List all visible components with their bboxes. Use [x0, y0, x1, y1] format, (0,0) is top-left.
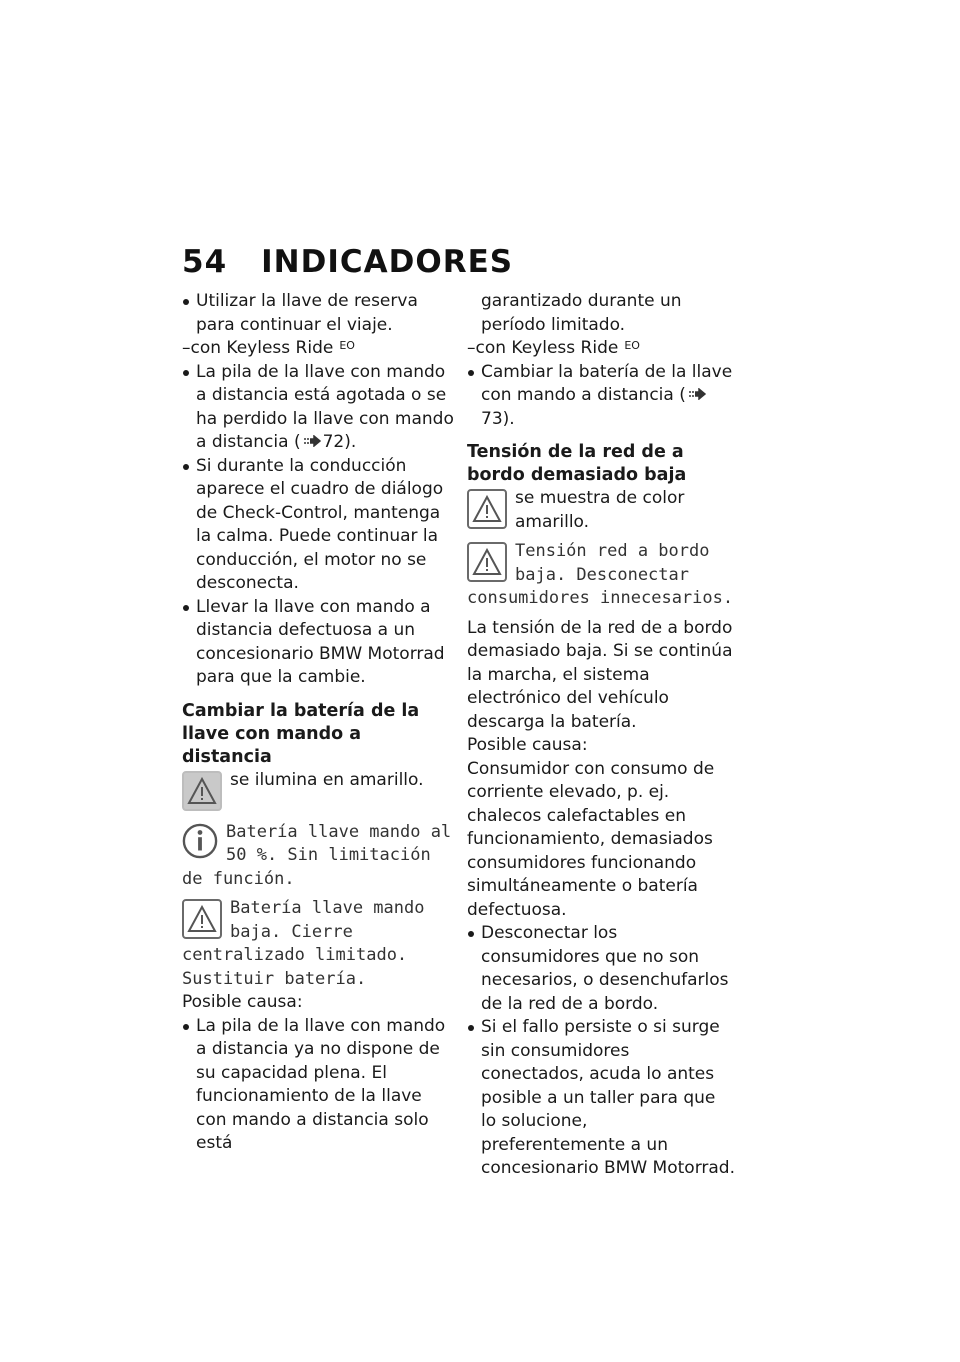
condition-text: con Keyless Ride [475, 338, 619, 358]
arrow-right-icon [303, 435, 321, 447]
warning-triangle-icon [182, 899, 222, 939]
condition-code: EO [339, 339, 355, 352]
list-item [467, 361, 735, 432]
list-item: Desconectar los consumidores que no son necesarios, o desenchufarlos de la red de a bordo. [467, 922, 735, 1016]
page-number: 54 [182, 244, 228, 280]
condition-line: –con Keyless Ride $^{EO}$ [182, 338, 355, 358]
list-item [182, 361, 454, 455]
list-item-text: Cambiar la batería de la llave con mando a distancia ( [481, 361, 733, 405]
section-heading: Tensión de la red de a bordo demasiado baja [467, 442, 687, 485]
warning-triangle-icon [467, 542, 507, 582]
cause-label: Posible causa: [182, 992, 303, 1012]
paragraph: La tensión de la red de a bordo demasiado baja. Si se continúa la marcha, el sistema electrónico del vehículo descarga la batería. [467, 617, 733, 732]
section-heading: Cambiar la batería de la llave con mando a distancia [182, 700, 420, 767]
page-header [182, 244, 513, 280]
left-column [182, 290, 454, 1156]
display-message-text: Batería llave mando al 50 %. Sin limitación de función. [182, 821, 452, 889]
list-item: La pila de la llave con mando a distancia ya no dispone de su capacidad plena. El funcionamiento de la llave con mando a distancia solo está [182, 1015, 454, 1156]
list-item: Llevar la llave con mando a distancia defectuosa a un concesionario BMW Motorrad para que la cambie. [182, 596, 454, 690]
continued-text: garantizado durante un período limitado. [481, 291, 682, 335]
display-message-text: Tensión red a bordo baja. Desconectar consumidores innecesarios. [467, 541, 734, 608]
cross-reference: 73). [481, 408, 515, 429]
list-item: Utilizar la llave de reserva para continuar el viaje. [182, 290, 454, 337]
cause-label: Posible causa: [467, 735, 588, 755]
paragraph: Consumidor con consumo de corriente elevado, p. ej. chalecos calefactables en funcionamiento, demasiados consumidores funcionando simultáneamente o batería defectuosa. [467, 758, 715, 920]
info-icon [182, 823, 218, 859]
display-message-text: Batería llave mando baja. Cierre centralizado limitado. Sustituir batería. [182, 898, 425, 989]
indicator-row [467, 487, 735, 534]
cross-reference: 72). [322, 432, 357, 452]
condition-line: –con Keyless Ride $^{EO}$ [467, 338, 640, 358]
condition-code: EO [624, 339, 640, 352]
warning-triangle-icon [182, 771, 222, 811]
indicator-row [182, 769, 454, 813]
page-title: INDICADORES [261, 244, 514, 280]
display-message [182, 897, 454, 991]
warning-triangle-icon [467, 489, 507, 529]
list-item-text: La pila de la llave con mando a distancia está agotada o se ha perdido la llave con mando a distancia ( [196, 361, 454, 452]
arrow-right-icon [688, 388, 706, 400]
right-column [467, 290, 735, 1181]
list-item: Si durante la conducción aparece el cuadro de diálogo de Check-Control, mantenga la calma. Puede continuar la conducción, el motor no se desconecta. [182, 455, 454, 596]
display-message [467, 540, 735, 611]
indicator-text: se ilumina en amarillo. [230, 769, 424, 790]
indicator-text: se muestra de color amarillo. [515, 488, 685, 532]
display-message [182, 821, 454, 892]
condition-text: con Keyless Ride [190, 338, 334, 358]
list-item: Si el fallo persiste o si surge sin consumidores conectados, acuda lo antes posible a un taller para que lo solucione, preferentemente a un concesionario BMW Motorrad. [467, 1016, 735, 1181]
